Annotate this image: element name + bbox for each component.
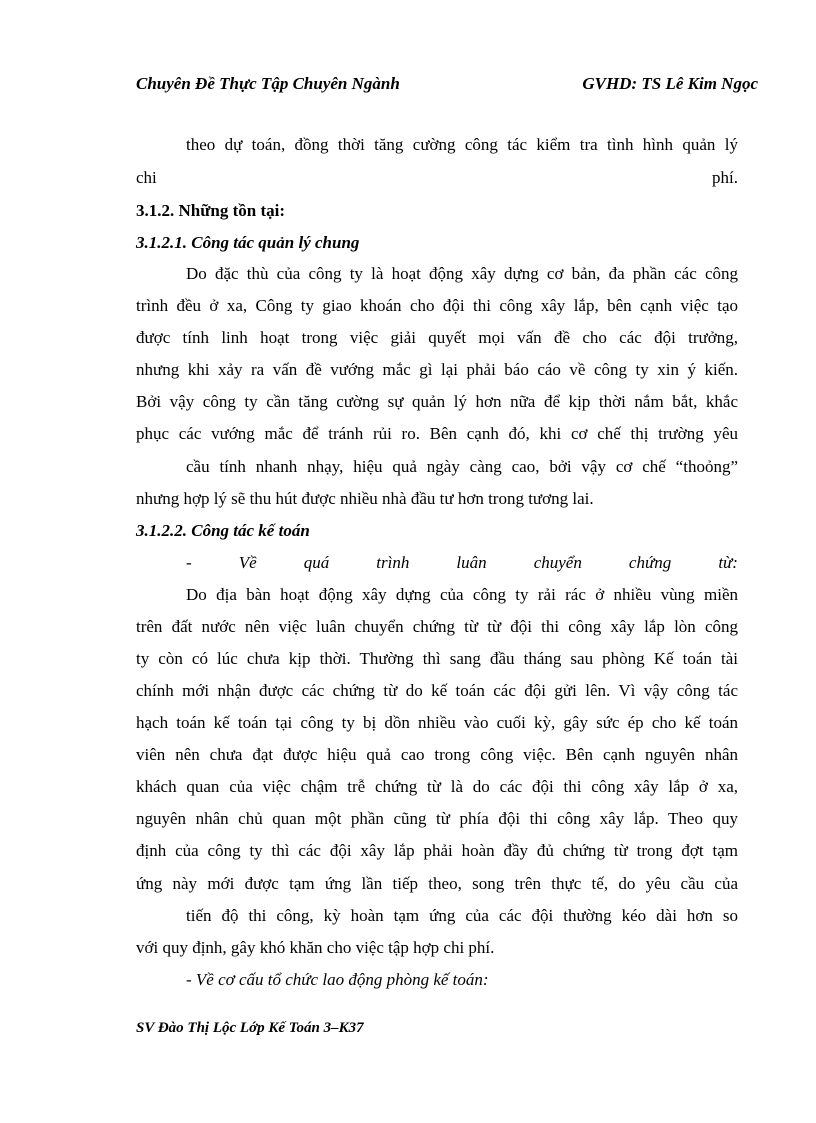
text-fragment: phí.: [712, 168, 738, 187]
text-fragment: từ:: [718, 553, 738, 572]
text-line: phục các vướng mắc để tránh rủi ro. Bên cạnh đó, khi cơ chế thị trường yêu: [136, 424, 738, 443]
document-body: [136, 0, 738, 1123]
section-heading: 3.1.2. Những tồn tại:: [136, 201, 286, 220]
subsection-heading: 3.1.2.1. Công tác quản lý chung: [136, 233, 360, 252]
text-fragment: Về: [238, 553, 257, 572]
sub-item-heading: - Về cơ cấu tổ chức lao động phòng kế toán:: [186, 970, 489, 989]
text-line: [136, 168, 738, 188]
text-fragment: luân: [456, 553, 487, 572]
page-footer: SV Đào Thị Lộc Lớp Kế Toán 3–K37: [136, 1020, 364, 1036]
text-fragment: quá: [303, 553, 330, 572]
text-line: ứng này mới được tạm ứng lần tiếp theo, song trên thực tế, do yêu cầu của: [136, 874, 738, 893]
text-line: nhưng hợp lý sẽ thu hút được nhiều nhà đầu tư hơn trong tương lai.: [136, 489, 594, 508]
text-fragment: -: [186, 553, 192, 572]
text-fragment: chuyển: [533, 553, 582, 572]
text-line: trình đều ở xa, Công ty giao khoán cho đội thi công xây lắp, bên cạnh việc tạo: [136, 296, 738, 315]
text-line: ty còn có lúc chưa kịp thời. Thường thì sang đầu tháng sau phòng Kế toán tài: [136, 649, 738, 668]
text-line: Do địa bàn hoạt động xây dựng của công ty rải rác ở nhiều vùng miền: [186, 585, 738, 604]
text-line: trên đất nước nên việc luân chuyển chứng từ từ đội thi công xây lắp lòn công: [136, 617, 738, 636]
text-fragment: chứng: [628, 553, 672, 572]
text-line: được tính linh hoạt trong việc giải quyết mọi vấn đề cho các đội trưởng,: [136, 328, 738, 347]
text-fragment: chi: [136, 168, 157, 187]
text-line: Bởi vậy công ty cần tăng cường sự quản lý hơn nữa để kịp thời nắm bắt, khắc: [136, 392, 738, 411]
header-title: Chuyên Đề Thực Tập Chuyên Ngành: [136, 74, 400, 93]
text-line: hạch toán kế toán tại công ty bị dồn nhiều vào cuối kỳ, gây sức ép cho kế toán: [136, 713, 738, 732]
text-line: định của công ty thì các đội xây lắp phải hoàn đầy đủ chứng từ trong đợt tạm: [136, 841, 738, 860]
text-line: viên nên chưa đạt được hiệu quả cao trong công việc. Bên cạnh nguyên nhân: [136, 745, 738, 764]
sub-item-heading: [186, 553, 738, 573]
text-line: Do đặc thù của công ty là hoạt động xây dựng cơ bản, đa phần các công: [186, 264, 738, 283]
text-line: nguyên nhân chủ quan một phần cũng từ phía đội thi công xây lắp. Theo quy: [136, 809, 738, 828]
text-line: theo dự toán, đồng thời tăng cường công tác kiểm tra tình hình quản lý: [186, 135, 738, 154]
text-line: nhưng khi xảy ra vấn đề vướng mắc gì lại phải báo cáo về công ty xin ý kiến.: [136, 360, 738, 379]
text-fragment: trình: [376, 553, 410, 572]
text-line: tiến độ thi công, kỳ hoàn tạm ứng của các đội thường kéo dài hơn so: [186, 906, 738, 925]
text-line: khách quan của việc chậm trễ chứng từ là do các đội thi công xây lắp ở xa,: [136, 777, 738, 796]
text-line: với quy định, gây khó khăn cho việc tập hợp chi phí.: [136, 938, 495, 957]
header-advisor: GVHD: TS Lê Kim Ngọc: [582, 74, 758, 93]
text-line: chính mới nhận được các chứng từ do kế toán các đội gửi lên. Vì vậy công tác: [136, 681, 738, 700]
subsection-heading: 3.1.2.2. Công tác kế toán: [136, 521, 310, 540]
text-line: cầu tính nhanh nhạy, hiệu quả ngày càng cao, bởi vậy cơ chế “thoỏng”: [186, 457, 738, 476]
